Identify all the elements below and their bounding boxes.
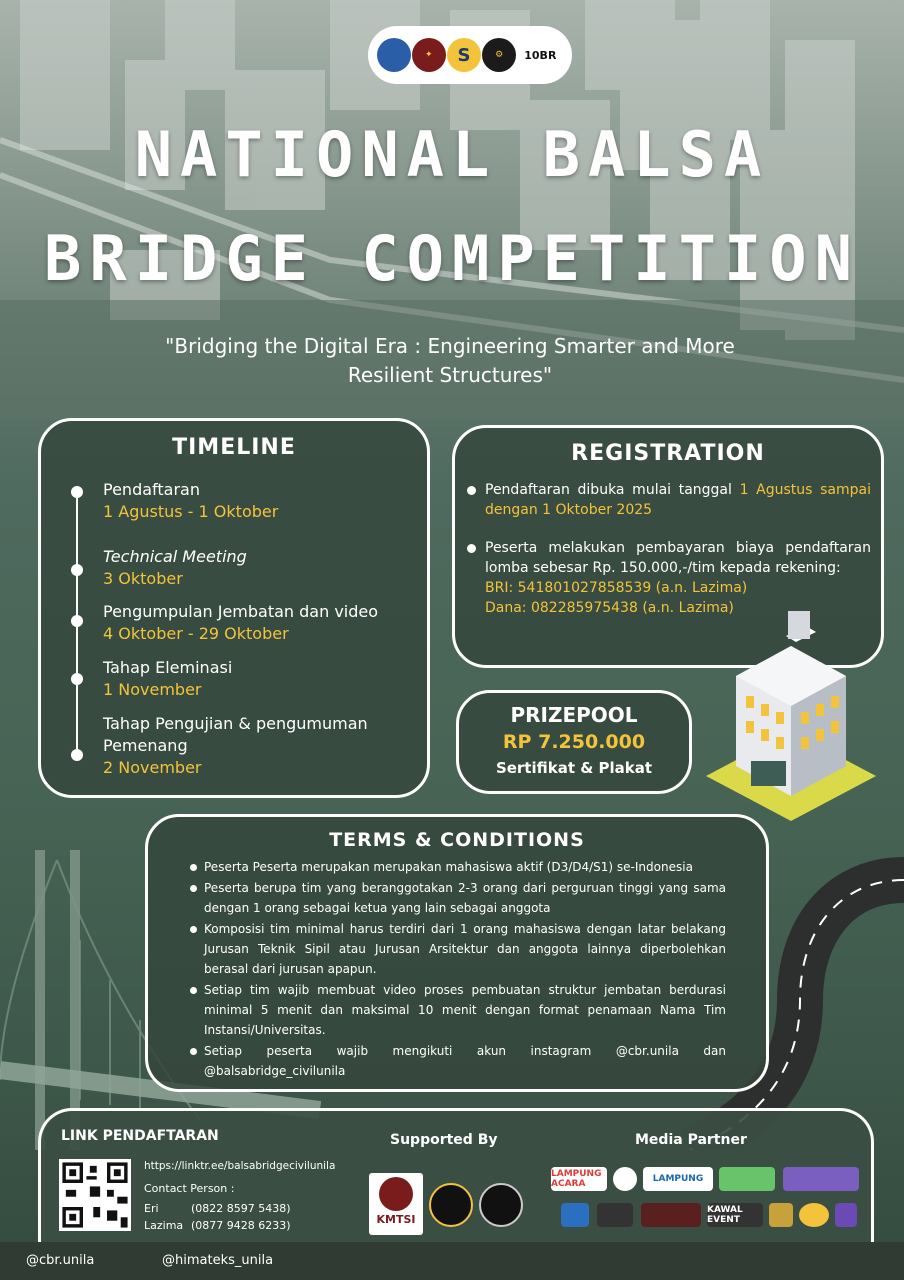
prizepool-amount: RP 7.250.000 xyxy=(502,731,646,753)
s-support-logo xyxy=(429,1183,473,1227)
media-partner-heading: Media Partner xyxy=(635,1132,747,1148)
media-partner-logo xyxy=(769,1203,793,1227)
timeline-card xyxy=(38,418,430,798)
terms-item: Setiap tim wajib membuat video proses pembuatan struktur jembatan berdurasi minimal 5 menit dan maksimal 10 menit dengan format penamaan Nama Tim Instansi/Universitas. xyxy=(202,980,726,1040)
supported-heading: Supported By xyxy=(390,1132,498,1148)
registration-open-text: Pendaftaran dibuka mulai tanggal xyxy=(485,482,740,498)
himateks-support-logo xyxy=(479,1183,523,1227)
timeline-item-label: Tahap Eleminasi xyxy=(103,658,233,677)
terms-item: Komposisi tim minimal harus terdiri dari 1 orang mahasiswa dengan latar belakang Jurusan Teknik Sipil atau Jurusan Arsitektur dan anggota lainnya diperbolehkan berasal dari jurusan apapun. xyxy=(202,919,726,979)
media-partner-logo xyxy=(561,1203,589,1227)
contact-name: Lazima xyxy=(144,1219,184,1232)
registration-fee-text: Peserta melakukan pembayaran biaya pendaftaran lomba sebesar Rp. 150.000,-/tim kepada rekening: xyxy=(485,540,871,576)
subtitle: "Bridging the Digital Era : Engineering Smarter and More Resilient Structures" xyxy=(165,334,735,387)
instagram-handle[interactable]: @cbr.unila xyxy=(26,1253,95,1268)
terms-item: Setiap peserta wajib mengikuti akun instagram @cbr.unila dan @balsabridge_civilunila xyxy=(202,1041,726,1081)
timeline-item xyxy=(103,601,378,645)
timeline-dot xyxy=(71,749,83,761)
contact-phone: (0822 8597 5438) xyxy=(191,1202,291,1215)
media-partner-logo xyxy=(641,1203,701,1227)
timeline-item-date: 1 November xyxy=(103,680,202,699)
page-title-line1: NATIONAL BALSA xyxy=(134,118,770,191)
timeline-item-date: 3 Oktober xyxy=(103,569,183,588)
terms-item: Peserta berupa tim yang beranggotakan 2-3 orang dari perguruan tinggi yang sama dengan 1 orang sebagai ketua yang lain sebagai anggota xyxy=(202,878,726,918)
qr-code xyxy=(59,1159,131,1231)
terms-card xyxy=(145,814,769,1092)
contact-phone: (0877 9428 6233) xyxy=(191,1219,291,1232)
unila-logo xyxy=(377,38,411,72)
bri-account: BRI: 541801027858539 (a.n. Lazima) xyxy=(485,580,748,596)
s-logo: S xyxy=(447,38,481,72)
registration-item xyxy=(485,480,871,520)
timeline-item-date: 2 November xyxy=(103,758,202,777)
timeline-dot xyxy=(71,673,83,685)
kmtsi-logo-text: KMTSI xyxy=(376,1213,416,1226)
himateks-logo: ⚙ xyxy=(482,38,516,72)
kmtsi-logo: ✦ xyxy=(412,38,446,72)
terms-list xyxy=(188,857,726,1081)
bullet xyxy=(467,544,476,553)
registration-link[interactable]: https://linktr.ee/balsabridgecivilunila xyxy=(144,1160,336,1172)
lampung-acara-logo: LAMPUNG ACARA xyxy=(551,1167,607,1191)
link-heading: LINK PENDAFTARAN xyxy=(61,1128,219,1144)
media-partner-logo xyxy=(597,1203,633,1227)
timeline-item-date: 1 Agustus - 1 Oktober xyxy=(103,502,279,521)
dana-account: Dana: 082285975438 (a.n. Lazima) xyxy=(485,600,734,616)
contact-label: Contact Person : xyxy=(144,1182,235,1195)
media-partner-logo xyxy=(613,1167,637,1191)
footer-bar xyxy=(0,1242,904,1280)
registration-open-dates: 1 Agustus sampai dengan 1 Oktober 2025 xyxy=(485,482,872,518)
contact-name: Eri xyxy=(144,1202,159,1215)
timeline-dot xyxy=(71,615,83,627)
timeline-item-label: Technical Meeting xyxy=(103,547,247,566)
timeline-item-label: Pengumpulan Jembatan dan video xyxy=(103,602,379,621)
registration-heading: REGISTRATION xyxy=(571,441,765,466)
prizepool-extra: Sertifikat & Plakat xyxy=(495,759,653,777)
sponsor-logo-bar xyxy=(368,26,572,84)
info-bottom-card xyxy=(38,1108,874,1246)
kawal-event-logo: KAWAL EVENT xyxy=(707,1203,763,1227)
10br-logo: 10BR xyxy=(524,48,557,62)
media-partner-logo xyxy=(799,1203,829,1227)
bullet xyxy=(467,486,476,495)
timeline-item xyxy=(103,657,232,701)
terms-item: Peserta Peserta merupakan merupakan mahasiswa aktif (D3/D4/S1) se-Indonesia xyxy=(202,857,726,877)
media-partner-logo xyxy=(835,1203,857,1227)
media-partner-logo xyxy=(783,1167,859,1191)
page-title-line2: BRIDGE COMPETITION xyxy=(44,222,860,295)
kmtsi-emblem xyxy=(379,1177,413,1211)
timeline-item xyxy=(103,479,278,523)
timeline-heading: TIMELINE xyxy=(172,435,296,460)
timeline-item-label: Tahap Pengujian & pengumuman Pemenang xyxy=(103,714,368,755)
timeline-item-date: 4 Oktober - 29 Oktober xyxy=(103,624,289,643)
timeline-item xyxy=(103,546,247,590)
prizepool-heading: PRIZEPOOL xyxy=(510,703,638,727)
timeline-item xyxy=(103,713,413,779)
lampung-logo: LAMPUNG xyxy=(643,1167,713,1191)
timeline-dot xyxy=(71,486,83,498)
building-illustration xyxy=(706,606,876,836)
prizepool-card xyxy=(456,690,692,794)
media-partner-logo xyxy=(719,1167,775,1191)
timeline-dot xyxy=(71,564,83,576)
timeline-item-label: Pendaftaran xyxy=(103,480,200,499)
kmtsi-support-logo xyxy=(369,1173,423,1235)
terms-heading: TERMS & CONDITIONS xyxy=(329,829,585,851)
instagram-handle[interactable]: @himateks_unila xyxy=(162,1253,274,1268)
